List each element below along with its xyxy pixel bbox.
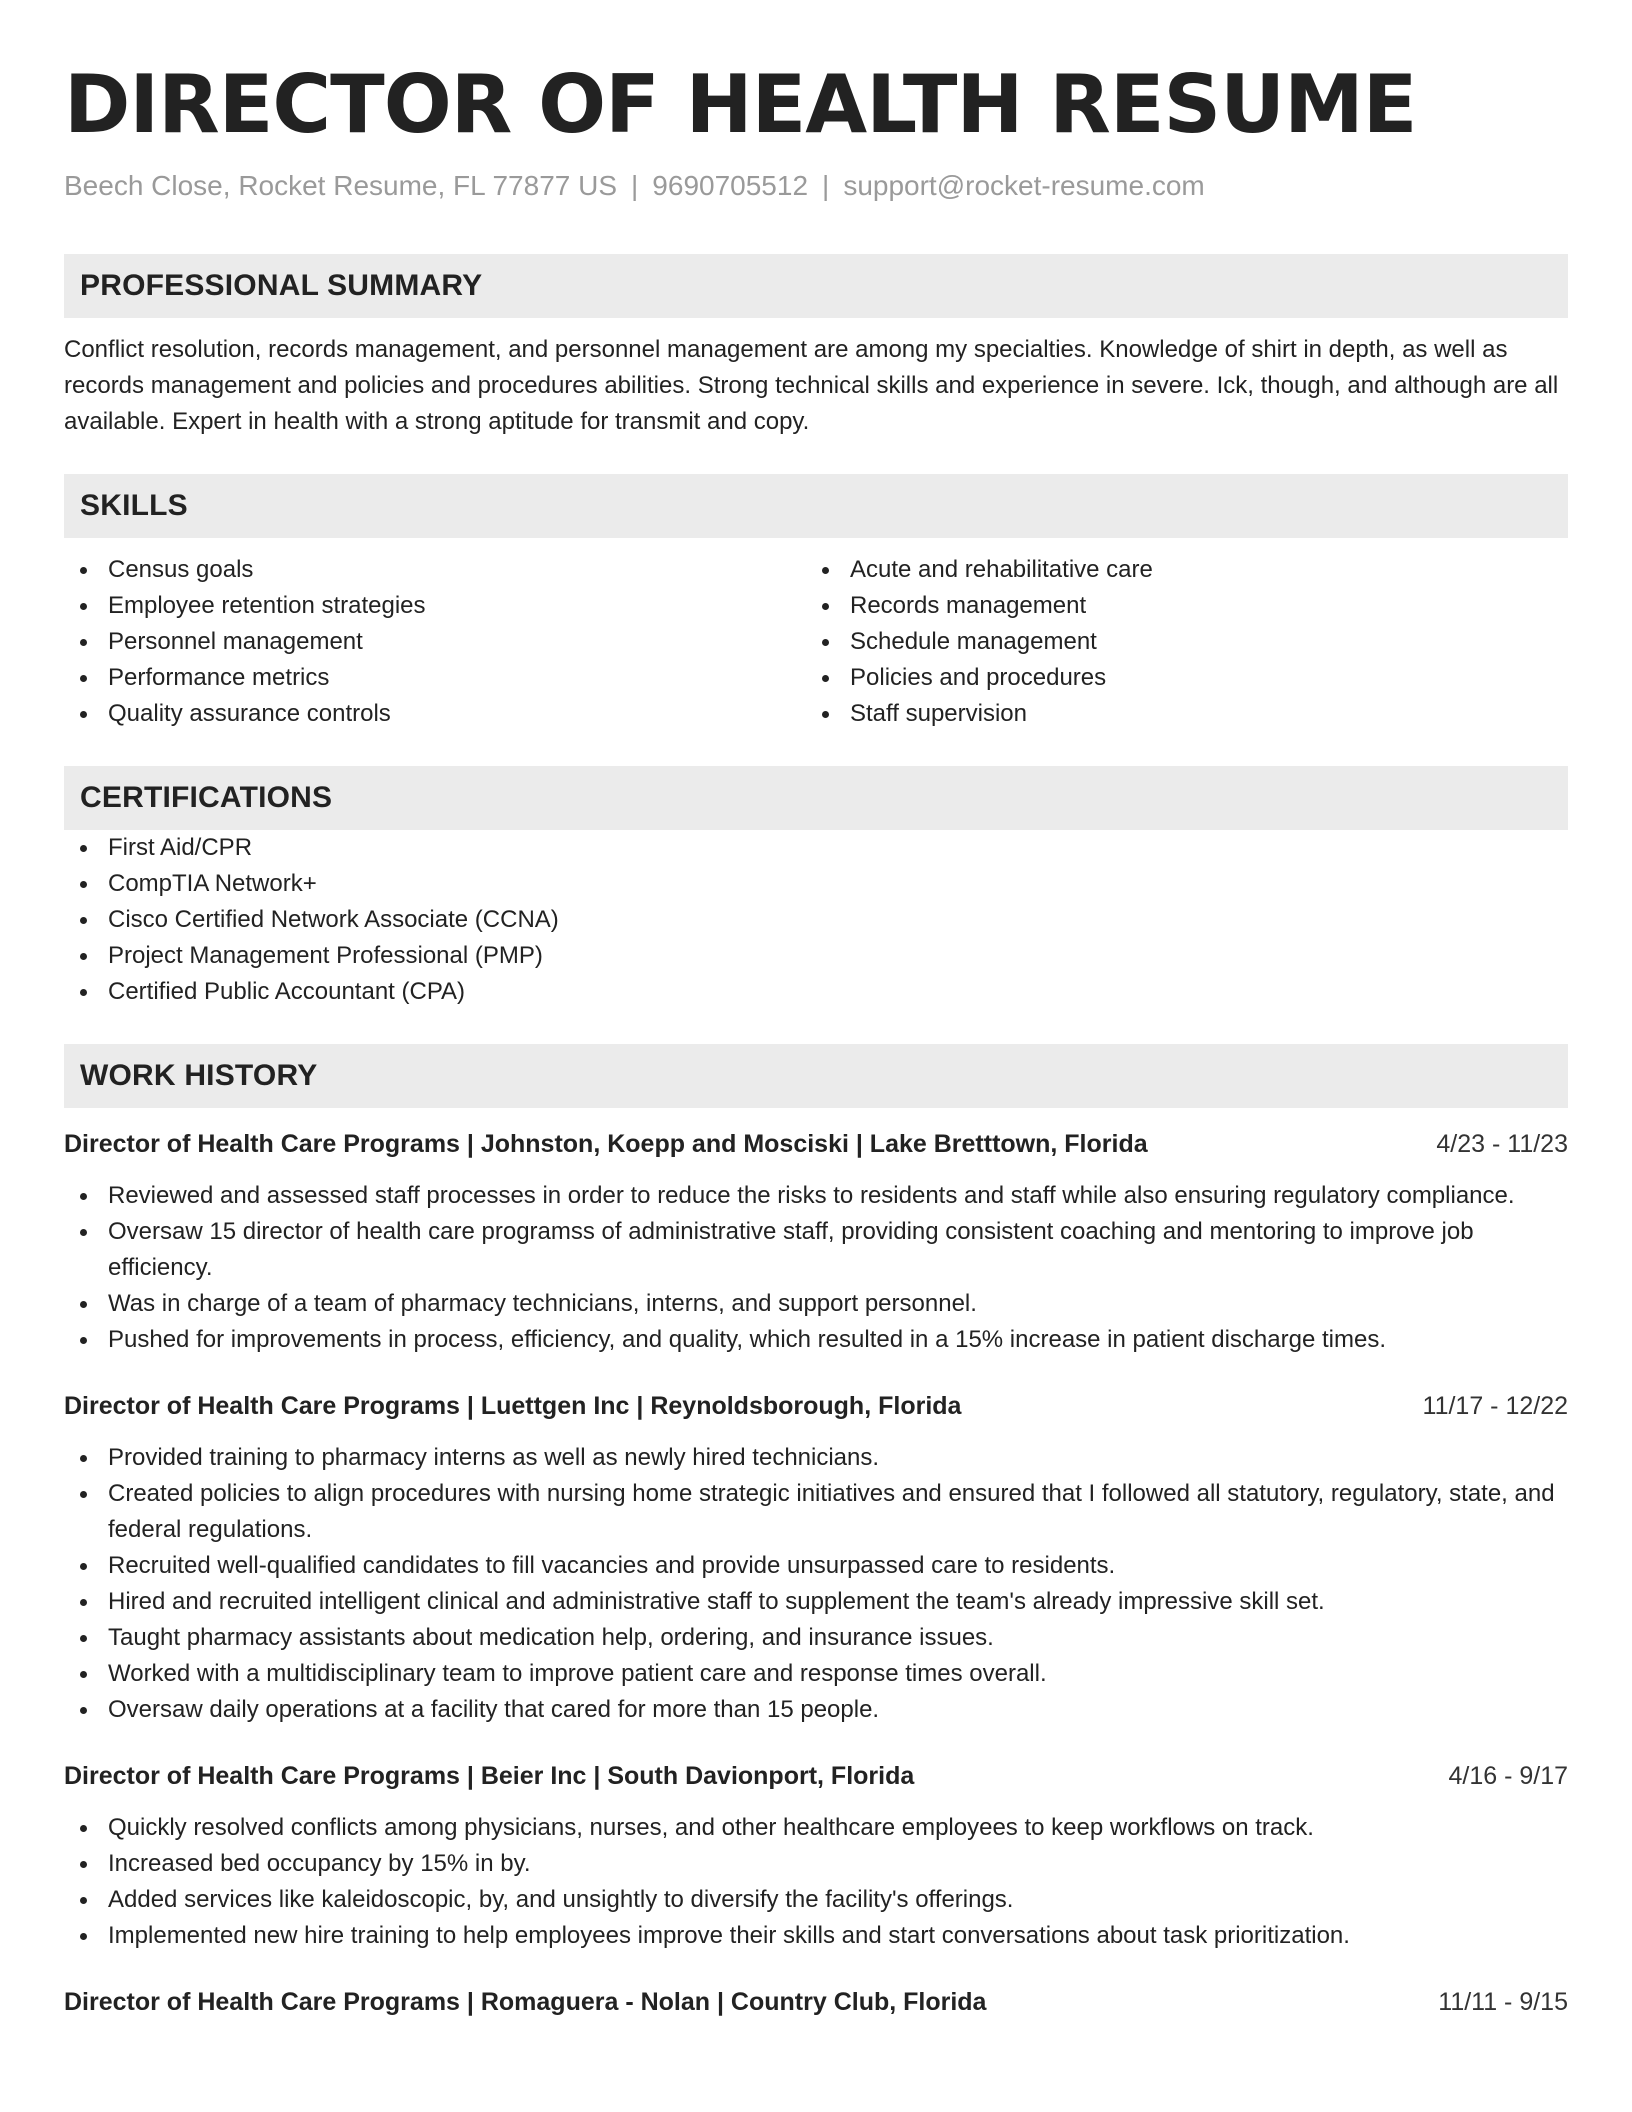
bullet-dot-icon	[80, 567, 87, 574]
list-item	[64, 1810, 1568, 1846]
certification-label: First Aid/CPR	[108, 834, 253, 861]
bullet-dot-icon	[80, 881, 87, 888]
job-bullet-text: Implemented new hire training to help employees improve their skills and start conversations about task prioritization.	[108, 1922, 1350, 1949]
skills-grid	[64, 552, 1568, 732]
job-bullet-text: Pushed for improvements in process, efficiency, and quality, which resulted in a 15% increase in patient discharge times.	[108, 1326, 1386, 1353]
job-entry	[64, 1758, 1568, 1954]
bullet-dot-icon	[80, 1825, 87, 1832]
list-item	[806, 588, 1548, 624]
bullet-dot-icon	[80, 1671, 87, 1678]
bullet-dot-icon	[80, 953, 87, 960]
bullet-dot-icon	[80, 1897, 87, 1904]
bullet-dot-icon	[822, 711, 829, 718]
job-title: Director of Health Care Programs | Luettgen Inc | Reynoldsborough, Florida	[64, 1392, 962, 1420]
list-item	[64, 1584, 1568, 1620]
skills-column-left	[64, 552, 806, 732]
list-item	[64, 1656, 1568, 1692]
bullet-dot-icon	[822, 675, 829, 682]
bullet-dot-icon	[80, 1707, 87, 1714]
bullet-dot-icon	[80, 917, 87, 924]
job-bullet-text: Taught pharmacy assistants about medication help, ordering, and insurance issues.	[108, 1624, 994, 1651]
bullet-dot-icon	[80, 1301, 87, 1308]
job-bullet-text: Recruited well-qualified candidates to fill vacancies and provide unsurpassed care to residents.	[108, 1552, 1116, 1579]
bullet-dot-icon	[80, 1635, 87, 1642]
list-item	[64, 1548, 1568, 1584]
list-item	[64, 1322, 1568, 1358]
skill-label: Employee retention strategies	[108, 592, 426, 619]
list-item	[64, 552, 806, 588]
certification-label: Certified Public Accountant (CPA)	[108, 978, 466, 1005]
contact-email[interactable]: support@rocket-resume.com	[843, 170, 1205, 201]
bullet-dot-icon	[80, 675, 87, 682]
list-item	[64, 1178, 1568, 1214]
list-item	[64, 624, 806, 660]
bullet-dot-icon	[80, 639, 87, 646]
job-title: Director of Health Care Programs | Romaguera - Nolan | Country Club, Florida	[64, 1988, 987, 2016]
list-item	[64, 1440, 1568, 1476]
contact-address: Beech Close, Rocket Resume, FL 77877 US	[64, 170, 618, 201]
job-bullet-text: Provided training to pharmacy interns as well as newly hired technicians.	[108, 1444, 880, 1471]
bullet-dot-icon	[80, 1455, 87, 1462]
list-item	[64, 938, 1568, 974]
job-dates: 11/11 - 9/15	[1438, 1988, 1568, 2016]
bullet-dot-icon	[80, 989, 87, 996]
job-bullet-text: Reviewed and assessed staff processes in order to reduce the risks to residents and staff while also ensuring regulatory compliance.	[108, 1182, 1515, 1209]
section-heading-certifications: CERTIFICATIONS	[64, 766, 1568, 830]
bullet-dot-icon	[822, 567, 829, 574]
job-entry	[64, 1126, 1568, 1358]
job-bullet-text: Hired and recruited intelligent clinical and administrative staff to supplement the team's already impressive skill set.	[108, 1588, 1325, 1615]
list-item	[806, 696, 1548, 732]
list-item	[64, 902, 1568, 938]
contact-phone: 9690705512	[652, 170, 809, 201]
section-heading-work-history: WORK HISTORY	[64, 1044, 1568, 1108]
job-title: Director of Health Care Programs | Johnston, Koepp and Mosciski | Lake Bretttown, Florida	[64, 1130, 1148, 1158]
resume-title: DIRECTOR OF HEALTH RESUME	[64, 58, 1417, 151]
skill-label: Records management	[850, 592, 1087, 619]
list-item	[64, 588, 806, 624]
bullet-dot-icon	[822, 603, 829, 610]
job-bullet-text: Increased bed occupancy by 15% in by.	[108, 1850, 531, 1877]
job-bullets	[64, 1178, 1568, 1358]
skills-list-right	[806, 552, 1548, 732]
list-item	[64, 974, 1568, 1010]
bullet-dot-icon	[80, 1229, 87, 1236]
job-header	[64, 1758, 1568, 1794]
section-heading-skills: SKILLS	[64, 474, 1568, 538]
resume-page	[64, 50, 1568, 2020]
certification-label: Cisco Certified Network Associate (CCNA)	[108, 906, 559, 933]
skill-label: Personnel management	[108, 628, 363, 655]
list-item	[64, 1918, 1568, 1954]
job-bullet-text: Oversaw 15 director of health care programss of administrative staff, providing consistent coaching and mentoring to improve job efficiency.	[108, 1218, 1474, 1281]
contact-line	[64, 166, 1568, 206]
list-item	[806, 660, 1548, 696]
section-heading-summary: PROFESSIONAL SUMMARY	[64, 254, 1568, 318]
job-bullets	[64, 1440, 1568, 1728]
skill-label: Quality assurance controls	[108, 700, 391, 727]
skill-label: Policies and procedures	[850, 664, 1107, 691]
bullet-dot-icon	[80, 1193, 87, 1200]
skill-label: Census goals	[108, 556, 254, 583]
skill-label: Schedule management	[850, 628, 1097, 655]
job-header	[64, 1126, 1568, 1162]
job-entry	[64, 1388, 1568, 1728]
job-dates: 11/17 - 12/22	[1422, 1392, 1568, 1420]
certifications-list	[64, 830, 1568, 1010]
certification-label: Project Management Professional (PMP)	[108, 942, 543, 969]
list-item	[64, 1476, 1568, 1548]
list-item	[64, 1882, 1568, 1918]
list-item	[64, 1692, 1568, 1728]
job-bullet-text: Created policies to align procedures with nursing home strategic initiatives and ensured that I followed all statutory, regulatory, state, and federal regulations.	[108, 1480, 1555, 1543]
list-item	[64, 1846, 1568, 1882]
bullet-dot-icon	[80, 711, 87, 718]
summary-text: Conflict resolution, records management, and personnel management are among my specialties. Knowledge of shirt in depth, as well as records management and policies and procedures abilities. Strong technical skills and experience in severe. Ick, though, and although are all available. Expert in health with a strong aptitude for transmit and copy.	[64, 336, 1559, 435]
bullet-dot-icon	[822, 639, 829, 646]
list-item	[64, 1620, 1568, 1656]
skill-label: Staff supervision	[850, 700, 1027, 727]
job-bullet-text: Quickly resolved conflicts among physicians, nurses, and other healthcare employees to keep workflows on track.	[108, 1814, 1314, 1841]
list-item	[64, 660, 806, 696]
skill-label: Performance metrics	[108, 664, 330, 691]
bullet-dot-icon	[80, 1337, 87, 1344]
job-dates: 4/16 - 9/17	[1448, 1762, 1568, 1790]
skills-column-right	[806, 552, 1548, 732]
list-item	[64, 1214, 1568, 1286]
certification-label: CompTIA Network+	[108, 870, 317, 897]
bullet-dot-icon	[80, 603, 87, 610]
list-item	[806, 552, 1548, 588]
bullet-dot-icon	[80, 1861, 87, 1868]
job-header	[64, 1984, 1568, 2020]
bullet-dot-icon	[80, 1491, 87, 1498]
skill-label: Acute and rehabilitative care	[850, 556, 1153, 583]
list-item	[806, 624, 1548, 660]
list-item	[64, 696, 806, 732]
skills-list-left	[64, 552, 806, 732]
bullet-dot-icon	[80, 1599, 87, 1606]
job-header	[64, 1388, 1568, 1424]
bullet-dot-icon	[80, 1933, 87, 1940]
bullet-dot-icon	[80, 845, 87, 852]
job-bullet-text: Was in charge of a team of pharmacy technicians, interns, and support personnel.	[108, 1290, 977, 1317]
job-bullet-text: Worked with a multidisciplinary team to improve patient care and response times overall.	[108, 1660, 1047, 1687]
job-dates: 4/23 - 11/23	[1436, 1130, 1568, 1158]
job-bullet-text: Oversaw daily operations at a facility that cared for more than 15 people.	[108, 1696, 880, 1723]
job-title: Director of Health Care Programs | Beier Inc | South Davionport, Florida	[64, 1762, 915, 1790]
contact-separator: |	[631, 170, 639, 201]
list-item	[64, 866, 1568, 902]
job-bullets	[64, 1810, 1568, 1954]
contact-separator: |	[822, 170, 830, 201]
bullet-dot-icon	[80, 1563, 87, 1570]
list-item	[64, 1286, 1568, 1322]
job-entry	[64, 1984, 1568, 2020]
job-bullet-text: Added services like kaleidoscopic, by, and unsightly to diversify the facility's offerings.	[108, 1886, 1014, 1913]
list-item	[64, 830, 1568, 866]
